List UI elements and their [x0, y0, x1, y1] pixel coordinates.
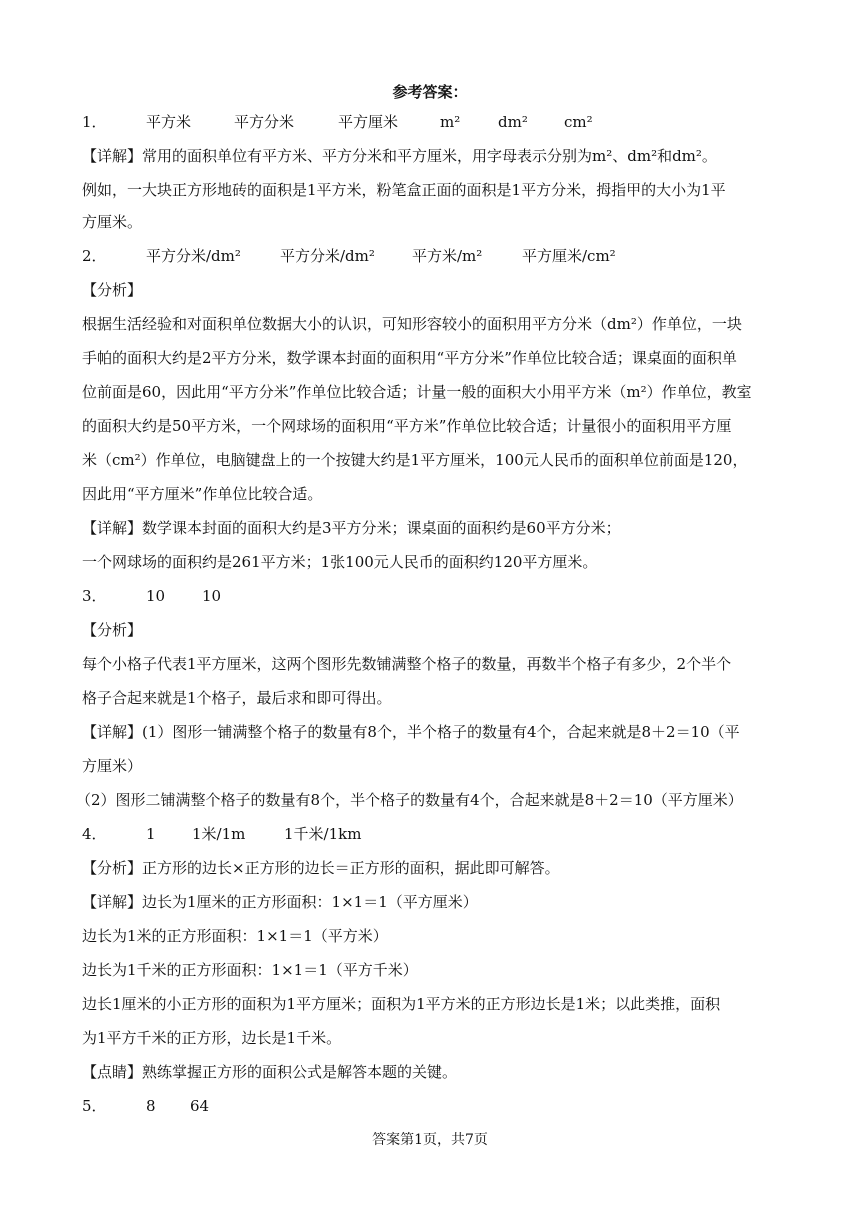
- q2-answer-row: [82, 246, 782, 266]
- q3-analysis-tag: 【分析】: [82, 621, 143, 639]
- q3-detail-line: 【详解】(1）图形一铺满整个格子的数量有8个，半个格子的数量有4个，合起来就是8＋2＝10（平: [82, 723, 740, 741]
- q3-answer: 10: [146, 587, 166, 605]
- q1-answer: 平方米: [146, 113, 192, 131]
- page-title: 参考答案：: [392, 83, 468, 101]
- q2-detail-line: 一个网球场的面积约是261平方米；1张100元人民币的面积约120平方厘米。: [82, 553, 598, 571]
- q1-detail: 【详解】常用的面积单位有平方米、平方分米和平方厘米，用字母表示分别为m²、dm²和dm²。: [82, 147, 717, 165]
- q4-detail-line: 为1平方千米的正方形，边长是1千米。: [82, 1029, 342, 1047]
- q1-number: 1．: [82, 113, 107, 131]
- q1-answer: 平方厘米: [338, 113, 399, 131]
- q4-detail-line: 边长为1米的正方形面积：1×1＝1（平方米）: [82, 927, 388, 945]
- q3-analysis-line: 格子合起来就是1个格子，最后求和即可得出。: [82, 689, 392, 707]
- q4-answer-row: [82, 824, 782, 844]
- q2-analysis-tag: 【分析】: [82, 281, 143, 299]
- q4-number: 4．: [82, 825, 107, 843]
- q1-answer: cm²: [564, 113, 593, 131]
- q3-detail-line: 方厘米）: [82, 757, 143, 775]
- q3-analysis-line: 每个小格子代表1平方厘米，这两个图形先数铺满整个格子的数量，再数半个格子有多少，2个半个: [82, 655, 732, 673]
- q2-analysis-line: 因此用“平方厘米”作单位比较合适。: [82, 485, 323, 503]
- q3-number: 3．: [82, 587, 107, 605]
- q1-answer: 平方分米: [234, 113, 295, 131]
- q5-answer: 8: [146, 1097, 156, 1115]
- q2-analysis-line: 米（cm²）作单位，电脑键盘上的一个按键大约是1平方厘米，100元人民币的面积单位前面是120，: [82, 451, 748, 469]
- q4-analysis: 【分析】正方形的边长×正方形的边长＝正方形的面积，据此即可解答。: [82, 859, 560, 877]
- q2-detail-line: 【详解】数学课本封面的面积大约是3平方分米；课桌面的面积约是60平方分米；: [82, 519, 621, 537]
- q2-analysis-line: 的面积大约是50平方米，一个网球场的面积用“平方米”作单位比较合适；计量很小的面积用平方厘: [82, 417, 732, 435]
- q1-answer: dm²: [498, 113, 528, 131]
- q3-detail-line: （2）图形二铺满整个格子的数量有8个，半个格子的数量有4个，合起来就是8＋2＝10（平方厘米）: [76, 791, 743, 809]
- q2-answer: 平方分米/dm²: [280, 247, 375, 265]
- q1-detail-line: 例如，一大块正方形地砖的面积是1平方米，粉笔盒正面的面积是1平方分米，拇指甲的大小为1平: [82, 181, 726, 199]
- q5-answer-row: [82, 1096, 782, 1116]
- q2-analysis-line: 位前面是60，因此用“平方分米”作单位比较合适；计量一般的面积大小用平方米（m²）作单位，教室: [82, 383, 752, 401]
- q2-answer: 平方厘米/cm²: [522, 247, 616, 265]
- q4-answer: 1米/1m: [192, 825, 246, 843]
- q1-answer-row: [82, 112, 782, 132]
- q2-answer: 平方米/m²: [412, 247, 483, 265]
- q2-analysis-line: 手帕的面积大约是2平方分米，数学课本封面的面积用“平方分米”作单位比较合适；课桌面的面积单: [82, 349, 737, 367]
- q3-answer: 10: [202, 587, 222, 605]
- q4-comment: 【点睛】熟练掌握正方形的面积公式是解答本题的关键。: [82, 1063, 458, 1081]
- q5-number: 5．: [82, 1097, 107, 1115]
- q2-answer: 平方分米/dm²: [146, 247, 241, 265]
- q2-number: 2．: [82, 247, 107, 265]
- q4-answer: 1千米/1km: [284, 825, 362, 843]
- q1-answer: m²: [440, 113, 461, 131]
- page-footer: 答案第1页，共7页: [372, 1132, 488, 1148]
- q2-analysis-line: 根据生活经验和对面积单位数据大小的认识，可知形容较小的面积用平方分米（dm²）作单位，一块: [82, 315, 742, 333]
- q4-answer: 1: [146, 825, 156, 843]
- q1-detail-line: 方厘米。: [82, 213, 143, 231]
- q5-answer: 64: [190, 1097, 210, 1115]
- q4-detail-line: 【详解】边长为1厘米的正方形面积：1×1＝1（平方厘米）: [82, 893, 478, 911]
- q4-detail-line: 边长1厘米的小正方形的面积为1平方厘米；面积为1平方米的正方形边长是1米；以此类推，面积: [82, 995, 721, 1013]
- q3-answer-row: [82, 586, 782, 606]
- q4-detail-line: 边长为1千米的正方形面积：1×1＝1（平方千米）: [82, 961, 418, 979]
